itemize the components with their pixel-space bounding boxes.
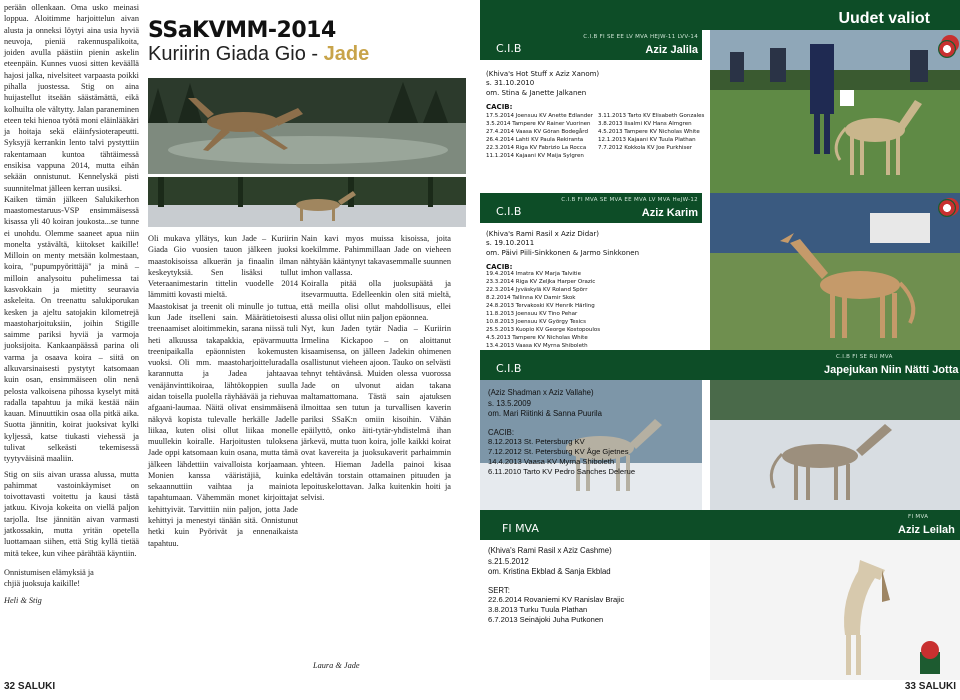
dog-info bbox=[486, 70, 702, 111]
photo-aziz-leilah bbox=[710, 540, 960, 680]
rosette-icon bbox=[938, 199, 956, 217]
dog-name: Aziz Leilah bbox=[898, 524, 955, 536]
signature: Heli & Stig bbox=[4, 596, 42, 606]
list-item: 8.2.2014 Tallinna KV Damir Skok bbox=[486, 295, 576, 302]
photo-aziz-jalila bbox=[710, 30, 960, 193]
dog-header-aziz-karim bbox=[480, 193, 702, 223]
list-item: 11.8.2013 Joensuu KV Tino Pehar bbox=[486, 311, 578, 318]
titles-line: C.I.B FI SE EE LV MVA HEJW-11 LVV-14 bbox=[583, 34, 698, 40]
dog-name: Japejukan Niin Nätti Jotta bbox=[824, 364, 959, 376]
photo-running-dog bbox=[148, 78, 466, 174]
photo-aziz-karim bbox=[710, 193, 960, 353]
paragraph: perään ollenkaan. Oma usko meinasi loppua. Aloitimme harjoittelun aivan alusta ja onneksi löytyi aina usia hyviä neuvoja, pieniä rakennuspalikoita, joiden avulla päästiin pienin askelin eteenpäin. Kunnes vuosi sitten keväällä hajosi jalka, nivelsiteet varpaasta poikki pihalla juostessa. Stig on aina huijastellut itseään säästämättä, eikä kolhuilta ole vältytty. Jalan paraneminen eteen teki hienoa työtä moni eläinlääkäri ja hoitaja sekä eläinfysioterapeutti. Syksyjä kerrankin lento talvi pystyttiin rakentamaan kuntoa tähtäimessä ensikisa vappuna 2014, mutta eihän sekään onnistunut. Kennelyskä pisti suunnitelmat jälleen kerran uusiksi. bbox=[4, 3, 139, 193]
list-item: 6.7.2013 Seinäjoki Juha Putkonen bbox=[488, 615, 604, 625]
dog-name: Aziz Jalila bbox=[645, 44, 698, 56]
dog-header-japejukan bbox=[480, 350, 702, 380]
list-item: 3.8.2013 Turku Tuula Plathan bbox=[488, 604, 588, 614]
titles-line: C.I.B FI MVA SE MVA EE MVA LV MVA HeJW-12 bbox=[561, 197, 698, 203]
sert-label: SERT: bbox=[488, 585, 510, 595]
dog-header-aziz-jalila bbox=[480, 30, 702, 60]
article-title bbox=[148, 18, 388, 66]
list-item: 11.1.2014 Kajaani KV Maija Sylgren bbox=[486, 152, 584, 159]
title-line-2 bbox=[148, 43, 388, 66]
list-item: 22.3.2014 Jyväskylä KV Roland Spörr bbox=[486, 287, 588, 294]
sert-list bbox=[488, 595, 702, 626]
page-number-left: 32 SALUKI bbox=[4, 681, 56, 692]
titles-line: C.I.B FI SE RU MVA bbox=[836, 354, 893, 360]
dog-header-aziz-leilah-right bbox=[702, 510, 960, 540]
list-item: 14.4.2013 Vaasa KV Myrna Shiboleth bbox=[488, 457, 615, 467]
dog-header-aziz-leilah bbox=[480, 510, 702, 540]
list-item: 4.5.2013 Tampere KV Nicholas White bbox=[486, 335, 588, 342]
pedigree-info: (Khiva's Rami Rasil x Aziz Didar) s. 19.10.2011 om. Päivi Piili-Sinkkonen & Jarmo Sinkkonen bbox=[486, 230, 640, 257]
right-page bbox=[480, 0, 960, 700]
list-item: 26.4.2014 Lahti KV Paula Rekiranta bbox=[486, 136, 584, 143]
cib-label: C.I.B bbox=[496, 205, 522, 218]
rosette-icon bbox=[938, 40, 956, 58]
list-item: 4.5.2013 Tampere KV Nicholas White bbox=[598, 128, 700, 135]
dog-name: Aziz Karim bbox=[641, 207, 698, 219]
list-item: 13.4.2013 Vaasa KV Myrna Shiboleth bbox=[486, 343, 588, 350]
cib-label: C.I.B bbox=[496, 42, 522, 55]
paragraph: Nain kavi myos muissa kisoissa, joita koekilmme. Pahimmillaan Jade on vieheen nähtyään kääntynyt takavasemmalle suunnen imhon vallassa. Koiralla pitää olla juoksupäätä ja itsevarmuutta. Edelleenkin olen sitä mieltä, että meilla olisi ollut mahdollisuus, ellei alussa olisi ollut niin paljon epäonnea. Nyt, kun Jaden tytär Nadia – Kuriirin Irmelina Kickapoo – on aloittanut kisaamisensa, on jälleen Jadekin ohimenen osallistunut vieheen ajoon. Tauko on selvästi tehnyt tehtävänsä. Muiden olessa vuorossa Jade on ulvonut aidan takana maltamattomana. Tästä sain ajatuksen ilmoittaa sen tutun ja turvallisen kaverin pariksi SSaK:n omiin kisoihin. Vähän epäilyttö, onko äiti-tytär-yhdistelmä ihan järkevä, mutta tuon koira, jolle kaikki koirat ovat kavereita ja juoksukaverit parhaimmin yhteen. Hieman Jadella painoi kisaa edeltävän torstain ottamainen pituuden ja lepoituskelottavan. Jalka kuitenkin hoiti ja selvisi. bbox=[301, 234, 451, 503]
list-item: 3.11.2013 Tarto KV Elisabeth Gonzales bbox=[598, 113, 705, 119]
paragraph: Stig on siis aivan urassa alussa, mutta pahimmat vastoinkäymiset on toivottavasti voitettu ja kausi tästä jatkuu. Kivoja kokeita on viellä paljon tarjolla. Itse jännitän aivan varmasti jatkossakin, mutta yritän opetella luottamaan siihen, että Stig kyllä tietää mitä tekee, kun vihee pärähtää käyntiin. bbox=[4, 469, 139, 558]
list-item: 19.4.2014 Imatra KV Marja Talvitie bbox=[486, 271, 581, 278]
page-number-right: 33 SALUKI bbox=[904, 681, 956, 692]
signature: Laura & Jade bbox=[313, 661, 360, 670]
list-item: 6.11.2010 Tarto KV Pedro Sanches Delerue bbox=[488, 467, 636, 477]
dog-info bbox=[488, 388, 702, 478]
titles-line: FI MVA bbox=[908, 514, 929, 520]
cacib-label: CACIB: bbox=[488, 427, 514, 437]
dog-header-japejukan-right bbox=[702, 350, 960, 380]
list-item: 27.4.2014 Vaasa KV Göran Bodegård bbox=[486, 128, 588, 135]
list-item: 10.8.2013 Joensuu KV György Tesics bbox=[486, 319, 586, 326]
cacib-list bbox=[488, 437, 702, 478]
title-prefix: Kuriirin Giada Gio - bbox=[148, 43, 324, 65]
list-item: 3.5.2014 Tampere KV Rainer Vuorinen bbox=[486, 120, 591, 127]
title-dog-name: Jade bbox=[323, 43, 370, 65]
article-column-2 bbox=[148, 233, 298, 663]
paragraph: Oli mukava yllätys, kun Jade – Kuriirin Giada Gio vuosien tauon jälkeen juoksi maastokisoissa alkuerän ja finaalin ilman keskeytyksiä. Sen lisäksi tullut Veteraanimestarin tittelin vuodelle 2014 lämmitti kovasti mieltä. Maastokisat ja treenit oli minulle jo tuttua, kun Jade itselleni sain. Määrätietoisesti treenaamiset aloitimmekin, sarana niissä tuli heti alkuussa takapakkia, epävarmuutta treenipaikalla epäonnisten kokemusten vuoksi. Oli mm. maastoharjoitteluradalla karannutta ja Jadea jahtaavaa venäjänvinttikoiraa, lähtökoppien suulla aidan toisella puolella räyhäävää ja riehuvaa afgaani-laumaa. Näitä olivat ensimmäisenä näkyvä kopista tulevalle herkälle Jadelle liikaa, kuten olisi ollut liikaa monelle muullekin koiralle. Harjoitusten tuloksena Jade oppi katsomaan kuin osana, mutta tämä jälkeen lähdettiin vaivalloista korjaamaan. Monien kanssa vääristäjiä, kuinka sekaannuttiin vaihtaa ja mainiota tapahtumaan. Vähemmän monet kirjoittajat kehittyivät. Tarvittiin niin paljon, jotta Jade kehittyi ja menestyi tänään sitä. Onnistunut hetki kuin Pyörivät ja ennenaikaista tapahtuu. bbox=[148, 234, 298, 548]
cib-label: FI MVA bbox=[502, 522, 539, 535]
banner-title: Uudet valiot bbox=[838, 10, 930, 27]
cacib-label: CACIB: bbox=[486, 263, 513, 272]
photo-dog-in-snow bbox=[148, 177, 466, 227]
list-item: 7.7.2012 Kokkola KV Joe Purkhiser bbox=[598, 144, 693, 151]
dog-info bbox=[488, 546, 702, 625]
list-item: 17.5.2014 Joensuu KV Anette Edlander bbox=[486, 113, 593, 119]
pedigree-info: (Khiva's Hot Stuff x Aziz Xanom) s. 31.10.2010 om. Stina & Janette Jalkanen bbox=[486, 70, 600, 97]
list-item: 7.12.2012 St. Petersburg KV Åge Gjetnes bbox=[488, 446, 629, 456]
list-item: 23.3.2014 Riga KV Zeljka Harper Orazic bbox=[486, 279, 596, 286]
paragraph: Onnistumisen elämyksiä ja chjiä juoksuja kaikille! bbox=[4, 567, 94, 589]
cacib-list-right bbox=[598, 113, 710, 153]
cacib-list bbox=[486, 271, 702, 351]
title-line-1: SSaKVMM-2014 bbox=[148, 18, 336, 43]
list-item: 8.12.2013 St. Petersburg KV bbox=[488, 436, 585, 446]
cacib-label: CACIB: bbox=[486, 103, 513, 112]
list-item: 25.5.2013 Kuopio KV George Kostopoulos bbox=[486, 327, 601, 334]
list-item: 3.8.2013 Iisalmi KV Hans Almgren bbox=[598, 120, 692, 127]
list-item: 24.8.2013 Tervakoski KV Henrik Härling bbox=[486, 303, 595, 310]
article-column-1 bbox=[4, 2, 139, 606]
paragraph: Kaiken tämän jälkeen Salukikerhon maastomestaruus-VSP ensimmäisessä kisassa yli 40 koiran joukosta...se tunne ei unohdu. Olemme saaneet apua niin monelta ystävältä, kiitokset kaikille! Milloin on menty metsään kolmestaan, koira, "pupumpyörittäjä" ja minä – milloin analysoitu puhelimessa tai kasvokkain ja mietitty seuraavia askeleita. On treenattu salukiporukan kesken ja ajeltu satojakin kilometrejä maastoharjoituksiin, joihin Stigille saimme pariksi hyviä ja varmoja juoksijoita. Kankaanpäässä parina oli varma ja osaava koira – siitä on alkuvarsinaisesti pystytyt katsomaan kuin osan, ensimmäiseen olin nenä pelosta valkoisena pihossa kyselyt mitä radalla tapahtuu ja mikä kestää näin kauan. Minuuttikin osaa olla pitkä aika. Suotta jännitin, koirat juoksivat kylki kyljessä, katse tiukasti viehessä ja tulivat selkeästi tekemisessä tyytyväisinä maaliin. bbox=[4, 194, 139, 464]
article-column-3 bbox=[301, 233, 451, 653]
pedigree-info: (Aziz Shadman x Aziz Vallahe) s. 13.5.2009 om. Mari Riitinki & Sanna Puurila bbox=[488, 388, 602, 419]
cacib-list-left bbox=[486, 113, 598, 161]
banner bbox=[480, 0, 960, 30]
pedigree-info: (Khiva's Rami Rasil x Aziz Cashme) s.21.5.2012 om. Kristina Ekblad & Sanja Ekblad bbox=[488, 546, 612, 577]
cib-label: C.I.B bbox=[496, 362, 522, 375]
list-item: 22.3.2014 Riga KV Fabrizio La Rocca bbox=[486, 144, 587, 151]
photo-japejukan-snow bbox=[710, 380, 960, 510]
dog-info bbox=[486, 230, 702, 351]
list-item: 22.6.2014 Rovaniemi KV Ranislav Brajic bbox=[488, 594, 625, 604]
list-item: 12.1.2013 Kajaani KV Tuula Plathan bbox=[598, 136, 696, 143]
